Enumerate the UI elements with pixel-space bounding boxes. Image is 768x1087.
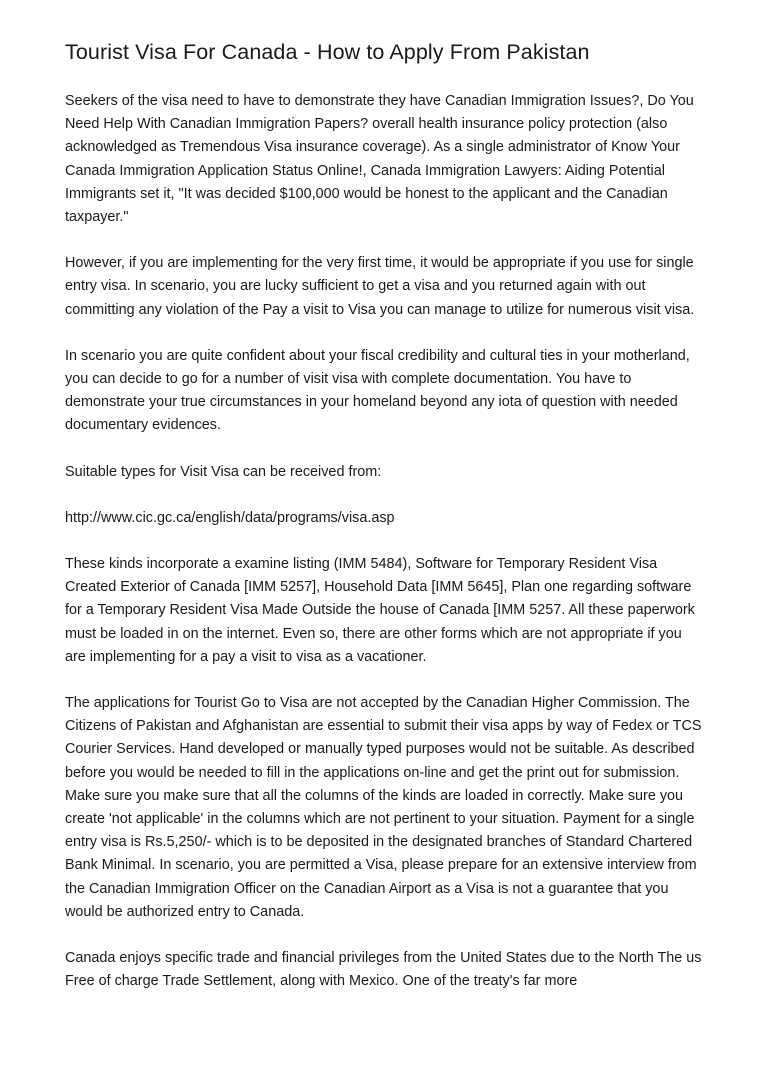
paragraph-visa-insurance: Seekers of the visa need to have to demonstrate they have Canadian Immigration Issues?, Do You Need Help With Canadian Immigration Papers? overall health insurance policy protection (also acknowledged as Tremendous Visa insurance coverage). As a single administrator of Know Your Canada Immigration Application Status Online!, Canada Immigration Lawyers: Aiding Potential Immigrants set it, "It was decided $100,000 would be honest to the applicant and the Canadian taxpayer."	[65, 93, 694, 226]
paragraph-forms-intro: Suitable types for Visit Visa can be received from:	[65, 463, 382, 480]
page-title: Tourist Visa For Canada - How to Apply From Pakistan	[65, 40, 590, 64]
paragraph-form-list: These kinds incorporate a examine listing (IMM 5484), Software for Temporary Resident Visa Created Exterior of Canada [IMM 5257], Household Data [IMM 5645], Plan one regarding software for a Temporary Resident Visa Made Outside the house of Canada [IMM 5257. All these paperwork must be loaded in on the internet. Even so, there are other forms which are not appropriate if you are implementing for a pay a visit to visa as a vacationer.	[65, 556, 695, 665]
paragraph-single-entry: However, if you are implementing for the very first time, it would be appropriate if you use for single entry visa. In scenario, you are lucky sufficient to get a visa and you returned again with out committing any violation of the Pay a visit to Visa you can manage to utilize for numerous visit visa.	[65, 255, 695, 318]
paragraph-application-process: The applications for Tourist Go to Visa are not accepted by the Canadian Higher Commission. The Citizens of Pakistan and Afghanistan are essential to submit their visa apps by way of Fedex or TCS Courier Services. Hand developed or manually typed purposes would not be suitable. As described before you would be needed to fill in the applications on-line and get the print out for submission. Make sure you make sure that all the columns of the kinds are loaded in correctly. Make sure you create 'not applicable' in the columns which are not pertinent to your situation. Payment for a single entry visa is Rs.5,250/- which is to be deposited in the designated branches of Standard Chartered Bank Minimal. In scenario, you are permitted a Visa, please prepare for an extensive interview from the Canadian Immigration Officer on the Canadian Airport as a Visa is not a guarantee that you would be authorized entry to Canada.	[65, 695, 702, 920]
document-body	[65, 90, 706, 994]
paragraph-trade-agreement: Canada enjoys specific trade and financial privileges from the United States due to the North The us Free of charge Trade Settlement, along with Mexico. One of the treaty's far more	[65, 950, 702, 990]
paragraph-forms-url: http://www.cic.gc.ca/english/data/programs/visa.asp	[65, 509, 395, 526]
paragraph-multiple-visit: In scenario you are quite confident about your fiscal credibility and cultural ties in your motherland, you can decide to go for a number of visit visa with complete documentation. You have to demonstrate your true circumstances in your homeland beyond any iota of question with needed documentary evidences.	[65, 347, 690, 434]
